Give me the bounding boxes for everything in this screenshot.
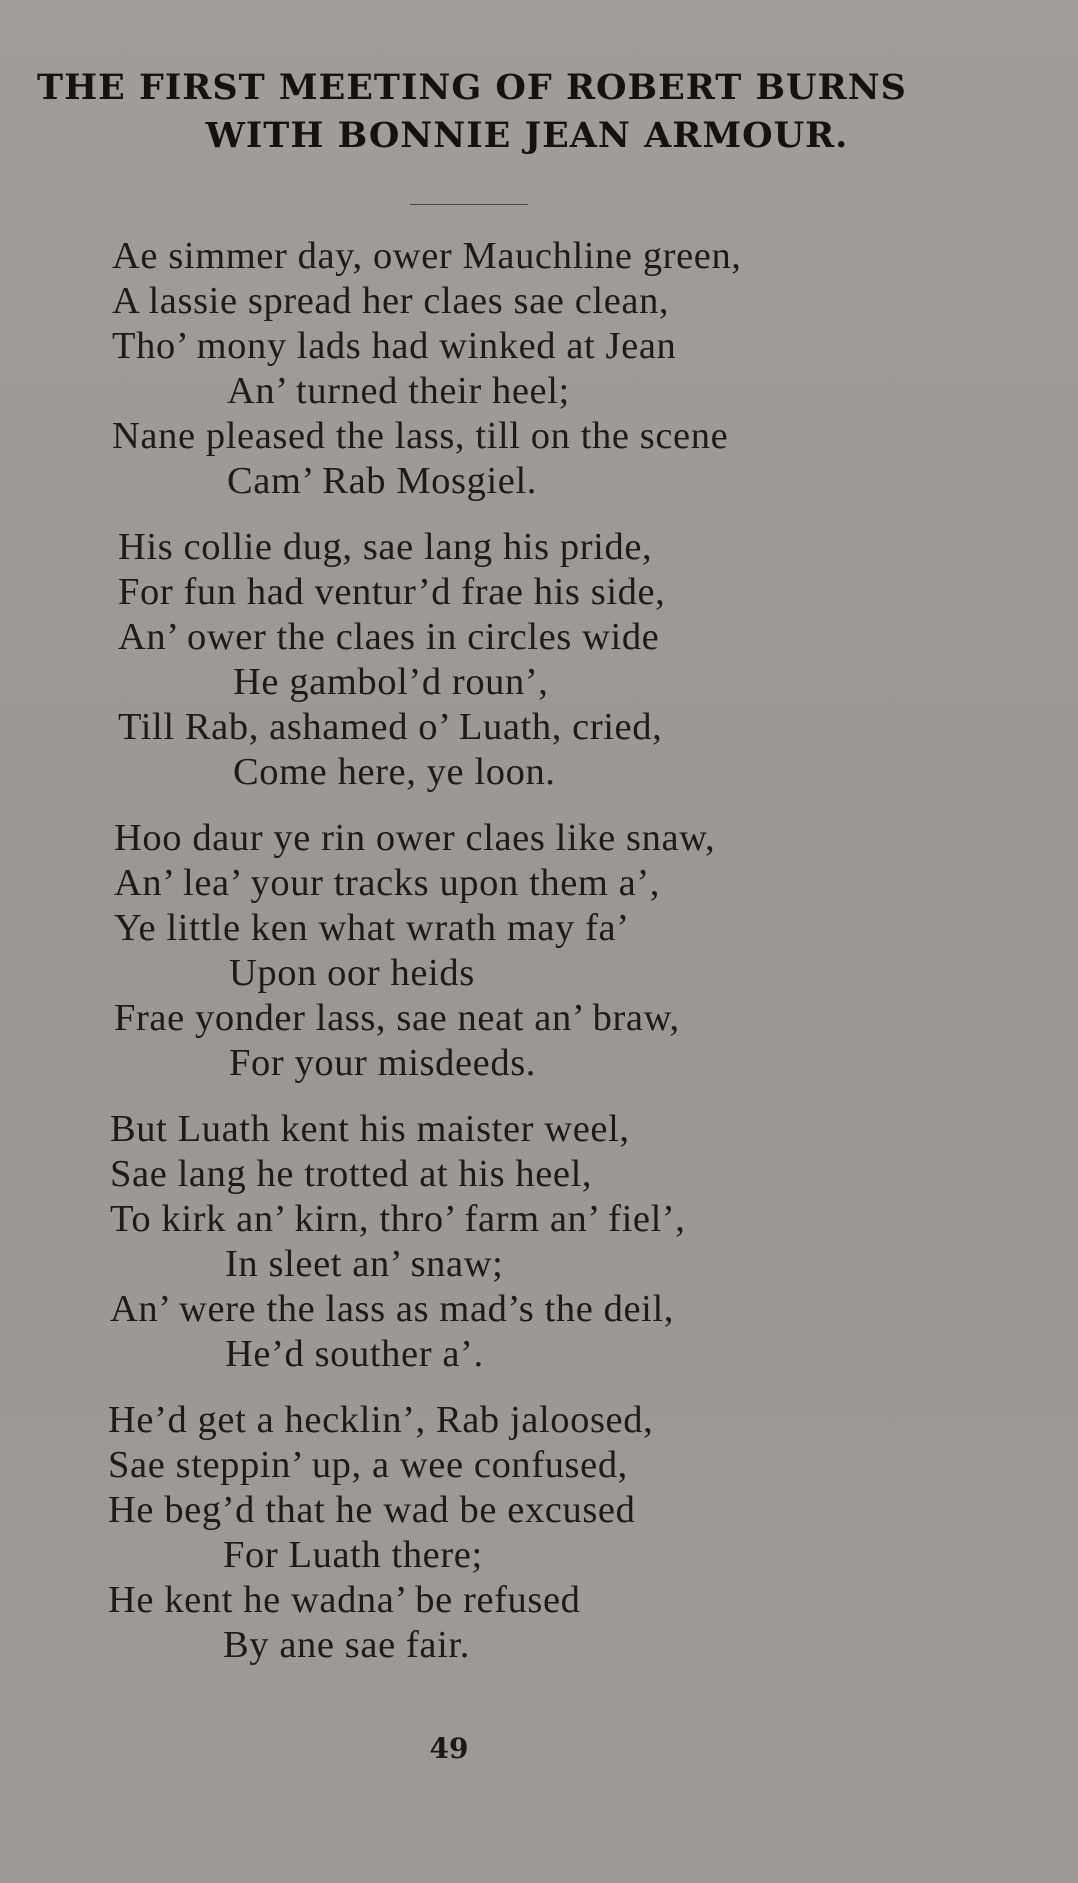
poem-line: An’ lea’ your tracks upon them a’, xyxy=(114,862,661,904)
title-divider xyxy=(410,204,528,205)
stanza-3 xyxy=(114,816,1012,1086)
poem-line: An’ were the lass as mad’s the deil, xyxy=(110,1288,675,1330)
poem-line-indented: In sleet an’ snaw; xyxy=(225,1243,504,1285)
title-line-1: THE FIRST MEETING OF ROBERT BURNS xyxy=(37,67,907,108)
poem-line: Sae lang he trotted at his heel, xyxy=(110,1153,593,1195)
poem-line-indented: For Luath there; xyxy=(223,1534,483,1576)
poem-line-indented: He gambol’d roun’, xyxy=(233,661,549,703)
poem-line: An’ ower the claes in circles wide xyxy=(118,616,660,658)
poem-line: Nane pleased the lass, till on the scene xyxy=(112,415,729,457)
poem-line: Till Rab, ashamed o’ Luath, cried, xyxy=(118,706,663,748)
stanza-2 xyxy=(118,525,1012,795)
title-line-2: WITH BONNIE JEAN ARMOUR. xyxy=(205,115,849,156)
poem-line: Tho’ mony lads had winked at Jean xyxy=(112,325,677,367)
poem-line: Sae steppin’ up, a wee confused, xyxy=(108,1444,628,1486)
poem-line: Frae yonder lass, sae neat an’ braw, xyxy=(114,997,680,1039)
poem-line: He’d get a hecklin’, Rab jaloosed, xyxy=(108,1399,654,1441)
poem-title xyxy=(0,64,1078,160)
poem-line-indented: Upon oor heids xyxy=(229,952,475,994)
poem-line: His collie dug, sae lang his pride, xyxy=(118,526,653,568)
poem-line-indented: An’ turned their heel; xyxy=(227,370,570,412)
poem-line-indented: Come here, ye loon. xyxy=(233,751,556,793)
poem-body xyxy=(108,234,1012,1689)
poem-line-indented: For your misdeeds. xyxy=(229,1042,537,1084)
stanza-1 xyxy=(112,234,1012,504)
page-number: 49 xyxy=(429,1732,469,1765)
poem-line: A lassie spread her claes sae clean, xyxy=(112,280,670,322)
poem-line: To kirk an’ kirn, thro’ farm an’ fiel’, xyxy=(110,1198,686,1240)
poem-line-indented: By ane sae fair. xyxy=(223,1624,470,1666)
poem-line-indented: He’d souther a’. xyxy=(225,1333,484,1375)
poem-line: He kent he wadna’ be refused xyxy=(108,1579,581,1621)
stanza-5 xyxy=(108,1398,1012,1668)
poem-line: Ye little ken what wrath may fa’ xyxy=(114,907,630,949)
poem-line: Ae simmer day, ower Mauchline green, xyxy=(112,235,742,277)
poem-line: But Luath kent his maister weel, xyxy=(110,1108,630,1150)
poem-line: Hoo daur ye rin ower claes like snaw, xyxy=(114,817,716,859)
poem-line: He beg’d that he wad be excused xyxy=(108,1489,636,1531)
poem-line-indented: Cam’ Rab Mosgiel. xyxy=(227,460,537,502)
poem-line: For fun had ventur’d frae his side, xyxy=(118,571,666,613)
stanza-4 xyxy=(110,1107,1012,1377)
